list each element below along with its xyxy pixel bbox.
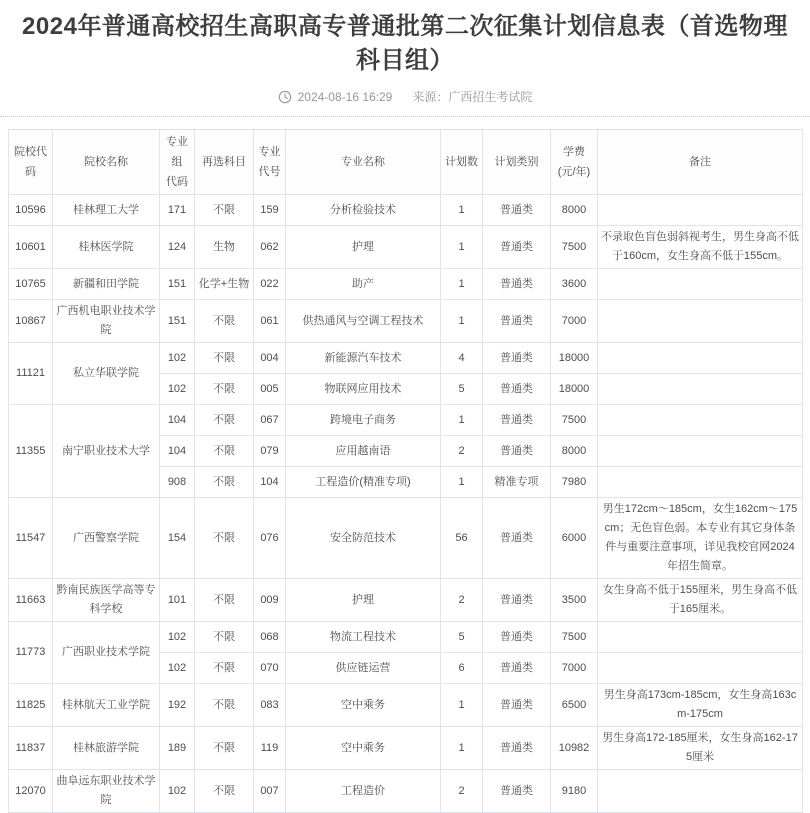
- cell-major-code: 004: [254, 343, 286, 374]
- meta-line: [0, 88, 810, 105]
- cell-plan-count: 1: [441, 269, 483, 300]
- cell-plan-count: 2: [441, 579, 483, 622]
- cell-major-name: 供热通风与空调工程技术: [286, 300, 441, 343]
- table-row: [9, 579, 803, 622]
- cell-major-code: 062: [254, 226, 286, 269]
- cell-school-name: 新疆和田学院: [53, 269, 160, 300]
- cell-remark: [598, 269, 803, 300]
- cell-plan-category: 普通类: [483, 622, 551, 653]
- source-label: 来源：广西招生考试院: [412, 90, 533, 104]
- cell-plan-count: 1: [441, 195, 483, 226]
- cell-school-name: 广西职业技术学院: [53, 622, 160, 684]
- column-header-plan-count: [441, 130, 483, 195]
- header-line: 专业名称: [341, 156, 385, 168]
- header-line: 学费: [563, 146, 585, 158]
- cell-plan-count: 1: [441, 727, 483, 770]
- cell-school-code: 12070: [9, 770, 53, 813]
- header-line: 代号: [258, 166, 281, 178]
- cell-group-code: 102: [160, 653, 195, 684]
- cell-plan-category: 普通类: [483, 653, 551, 684]
- table-row: [9, 622, 803, 653]
- plan-table-container: [8, 129, 802, 813]
- cell-major-name: 空中乘务: [286, 684, 441, 727]
- cell-group-code: 102: [160, 770, 195, 813]
- column-header-group-code: [160, 130, 195, 195]
- header-line: (元/年): [557, 166, 591, 178]
- cell-school-code: 10596: [9, 195, 53, 226]
- cell-subjects: 不限: [195, 498, 254, 579]
- column-header-major-code: [254, 130, 286, 195]
- cell-school-name: 广西警察学院: [53, 498, 160, 579]
- header-line: 专业组: [166, 136, 188, 168]
- cell-school-name: 桂林旅游学院: [53, 727, 160, 770]
- cell-subjects: 不限: [195, 405, 254, 436]
- cell-plan-category: 普通类: [483, 498, 551, 579]
- cell-remark: [598, 300, 803, 343]
- cell-plan-count: 1: [441, 226, 483, 269]
- cell-tuition: 3500: [551, 579, 598, 622]
- cell-group-code: 171: [160, 195, 195, 226]
- cell-group-code: 189: [160, 727, 195, 770]
- column-header-remark: [598, 130, 803, 195]
- cell-tuition: 7500: [551, 622, 598, 653]
- table-row: [9, 684, 803, 727]
- cell-remark: 男生身高172-185厘米，女生身高162-175厘米: [598, 727, 803, 770]
- cell-tuition: 8000: [551, 436, 598, 467]
- cell-major-code: 079: [254, 436, 286, 467]
- column-header-school-code: [9, 130, 53, 195]
- cell-major-code: 061: [254, 300, 286, 343]
- cell-major-name: 物流工程技术: [286, 622, 441, 653]
- cell-subjects: 不限: [195, 343, 254, 374]
- cell-tuition: 3600: [551, 269, 598, 300]
- cell-remark: [598, 343, 803, 374]
- cell-school-code: 10867: [9, 300, 53, 343]
- cell-plan-category: 普通类: [483, 226, 551, 269]
- table-row: [9, 727, 803, 770]
- cell-major-code: 119: [254, 727, 286, 770]
- cell-remark: [598, 622, 803, 653]
- cell-major-name: 空中乘务: [286, 727, 441, 770]
- clock-icon: [278, 90, 292, 104]
- cell-subjects: 不限: [195, 770, 254, 813]
- cell-remark: 男生身高173cm-185cm，女生身高163cm-175cm: [598, 684, 803, 727]
- cell-subjects: 不限: [195, 622, 254, 653]
- cell-group-code: 151: [160, 269, 195, 300]
- cell-tuition: 8000: [551, 195, 598, 226]
- cell-school-code: 10601: [9, 226, 53, 269]
- column-header-subjects: [195, 130, 254, 195]
- cell-plan-category: 普通类: [483, 195, 551, 226]
- cell-school-name: 广西机电职业技术学院: [53, 300, 160, 343]
- cell-major-name: 分析检验技术: [286, 195, 441, 226]
- table-header-row: [9, 130, 803, 195]
- header-line: 专业: [258, 146, 281, 158]
- page-title: 2024年普通高校招生高职高专普通批第二次征集计划信息表（首选物理科目组）: [22, 13, 788, 74]
- cell-plan-count: 5: [441, 374, 483, 405]
- cell-plan-count: 4: [441, 343, 483, 374]
- cell-school-name: 南宁职业技术大学: [53, 405, 160, 498]
- column-header-plan-category: [483, 130, 551, 195]
- header-line: 院校代码: [14, 146, 47, 178]
- cell-remark: [598, 467, 803, 498]
- cell-plan-count: 56: [441, 498, 483, 579]
- cell-tuition: 7500: [551, 226, 598, 269]
- cell-group-code: 102: [160, 374, 195, 405]
- dotted-separator: [0, 116, 810, 117]
- cell-plan-category: 精准专项: [483, 467, 551, 498]
- cell-tuition: 6000: [551, 498, 598, 579]
- cell-school-name: 桂林航天工业学院: [53, 684, 160, 727]
- header-line: 院校名称: [84, 156, 128, 168]
- cell-tuition: 7500: [551, 405, 598, 436]
- cell-remark: [598, 653, 803, 684]
- cell-plan-count: 5: [441, 622, 483, 653]
- cell-school-code: 11773: [9, 622, 53, 684]
- column-header-tuition: [551, 130, 598, 195]
- cell-major-code: 067: [254, 405, 286, 436]
- cell-school-name: 黔南民族医学高等专科学校: [53, 579, 160, 622]
- cell-subjects: 生物: [195, 226, 254, 269]
- cell-plan-category: 普通类: [483, 269, 551, 300]
- cell-school-code: 10765: [9, 269, 53, 300]
- cell-tuition: 10982: [551, 727, 598, 770]
- table-row: [9, 195, 803, 226]
- cell-tuition: 7980: [551, 467, 598, 498]
- cell-group-code: 192: [160, 684, 195, 727]
- cell-major-name: 供应链运营: [286, 653, 441, 684]
- cell-major-name: 应用越南语: [286, 436, 441, 467]
- table-row: [9, 770, 803, 813]
- header-line: 备注: [689, 156, 711, 168]
- cell-plan-category: 普通类: [483, 579, 551, 622]
- cell-school-code: 11547: [9, 498, 53, 579]
- cell-remark: [598, 374, 803, 405]
- header-line: 再选科目: [202, 156, 246, 168]
- header-line: 代码: [166, 176, 188, 188]
- cell-school-code: 11825: [9, 684, 53, 727]
- cell-major-code: 076: [254, 498, 286, 579]
- cell-major-name: 安全防范技术: [286, 498, 441, 579]
- cell-subjects: 不限: [195, 436, 254, 467]
- cell-plan-count: 1: [441, 405, 483, 436]
- cell-plan-category: 普通类: [483, 374, 551, 405]
- cell-group-code: 124: [160, 226, 195, 269]
- cell-tuition: 18000: [551, 374, 598, 405]
- cell-plan-count: 1: [441, 300, 483, 343]
- table-row: [9, 498, 803, 579]
- publish-time: 2024-08-16 16:29: [297, 89, 393, 104]
- cell-tuition: 7000: [551, 653, 598, 684]
- cell-group-code: 102: [160, 343, 195, 374]
- cell-plan-count: 6: [441, 653, 483, 684]
- cell-plan-category: 普通类: [483, 684, 551, 727]
- cell-remark: 男生172cm～185cm，女生162cm～175cm；无色盲色弱。本专业有其它身体条件与重要注意事项，详见我校官网2024年招生简章。: [598, 498, 803, 579]
- cell-group-code: 151: [160, 300, 195, 343]
- cell-plan-category: 普通类: [483, 300, 551, 343]
- cell-school-name: 私立华联学院: [53, 343, 160, 405]
- cell-school-code: 11355: [9, 405, 53, 498]
- table-row: [9, 343, 803, 374]
- cell-group-code: 102: [160, 622, 195, 653]
- cell-school-code: 11121: [9, 343, 53, 405]
- cell-subjects: 不限: [195, 195, 254, 226]
- cell-subjects: 化学+生物: [195, 269, 254, 300]
- cell-school-code: 11837: [9, 727, 53, 770]
- cell-plan-count: 1: [441, 684, 483, 727]
- cell-major-code: 104: [254, 467, 286, 498]
- cell-major-code: 070: [254, 653, 286, 684]
- cell-major-code: 068: [254, 622, 286, 653]
- cell-major-code: 005: [254, 374, 286, 405]
- cell-remark: 女生身高不低于155厘米，男生身高不低于165厘米。: [598, 579, 803, 622]
- cell-subjects: 不限: [195, 300, 254, 343]
- cell-major-code: 007: [254, 770, 286, 813]
- cell-remark: [598, 195, 803, 226]
- cell-major-name: 新能源汽车技术: [286, 343, 441, 374]
- cell-group-code: 104: [160, 405, 195, 436]
- cell-plan-category: 普通类: [483, 343, 551, 374]
- cell-remark: [598, 405, 803, 436]
- table-body: [9, 195, 803, 813]
- table-row: [9, 405, 803, 436]
- cell-remark: 不录取色盲色弱斜视考生，男生身高不低于160cm，女生身高不低于155cm。: [598, 226, 803, 269]
- cell-subjects: 不限: [195, 684, 254, 727]
- plan-table: [8, 129, 803, 813]
- table-row: [9, 300, 803, 343]
- cell-major-name: 工程造价(精准专项): [286, 467, 441, 498]
- table-row: [9, 269, 803, 300]
- header-line: 计划类别: [494, 156, 539, 168]
- cell-major-name: 护理: [286, 226, 441, 269]
- cell-subjects: 不限: [195, 579, 254, 622]
- cell-group-code: 908: [160, 467, 195, 498]
- cell-subjects: 不限: [195, 374, 254, 405]
- cell-major-name: 跨境电子商务: [286, 405, 441, 436]
- cell-plan-category: 普通类: [483, 770, 551, 813]
- table-row: [9, 226, 803, 269]
- cell-plan-count: 2: [441, 436, 483, 467]
- cell-major-name: 护理: [286, 579, 441, 622]
- cell-tuition: 7000: [551, 300, 598, 343]
- cell-plan-count: 2: [441, 770, 483, 813]
- cell-major-code: 083: [254, 684, 286, 727]
- cell-major-name: 助产: [286, 269, 441, 300]
- cell-plan-category: 普通类: [483, 405, 551, 436]
- cell-plan-count: 1: [441, 467, 483, 498]
- cell-major-code: 009: [254, 579, 286, 622]
- cell-major-name: 物联网应用技术: [286, 374, 441, 405]
- cell-plan-category: 普通类: [483, 436, 551, 467]
- cell-group-code: 154: [160, 498, 195, 579]
- cell-subjects: 不限: [195, 467, 254, 498]
- cell-major-name: 工程造价: [286, 770, 441, 813]
- cell-tuition: 9180: [551, 770, 598, 813]
- cell-group-code: 101: [160, 579, 195, 622]
- cell-subjects: 不限: [195, 727, 254, 770]
- column-header-school-name: [53, 130, 160, 195]
- column-header-major-name: [286, 130, 441, 195]
- cell-remark: [598, 436, 803, 467]
- cell-tuition: 6500: [551, 684, 598, 727]
- cell-group-code: 104: [160, 436, 195, 467]
- cell-remark: [598, 770, 803, 813]
- cell-major-code: 159: [254, 195, 286, 226]
- cell-tuition: 18000: [551, 343, 598, 374]
- header-row: [9, 130, 803, 195]
- cell-school-name: 曲阜远东职业技术学院: [53, 770, 160, 813]
- cell-subjects: 不限: [195, 653, 254, 684]
- cell-plan-category: 普通类: [483, 727, 551, 770]
- cell-school-name: 桂林医学院: [53, 226, 160, 269]
- cell-school-name: 桂林理工大学: [53, 195, 160, 226]
- header-line: 计划数: [445, 156, 478, 168]
- cell-school-code: 11663: [9, 579, 53, 622]
- cell-major-code: 022: [254, 269, 286, 300]
